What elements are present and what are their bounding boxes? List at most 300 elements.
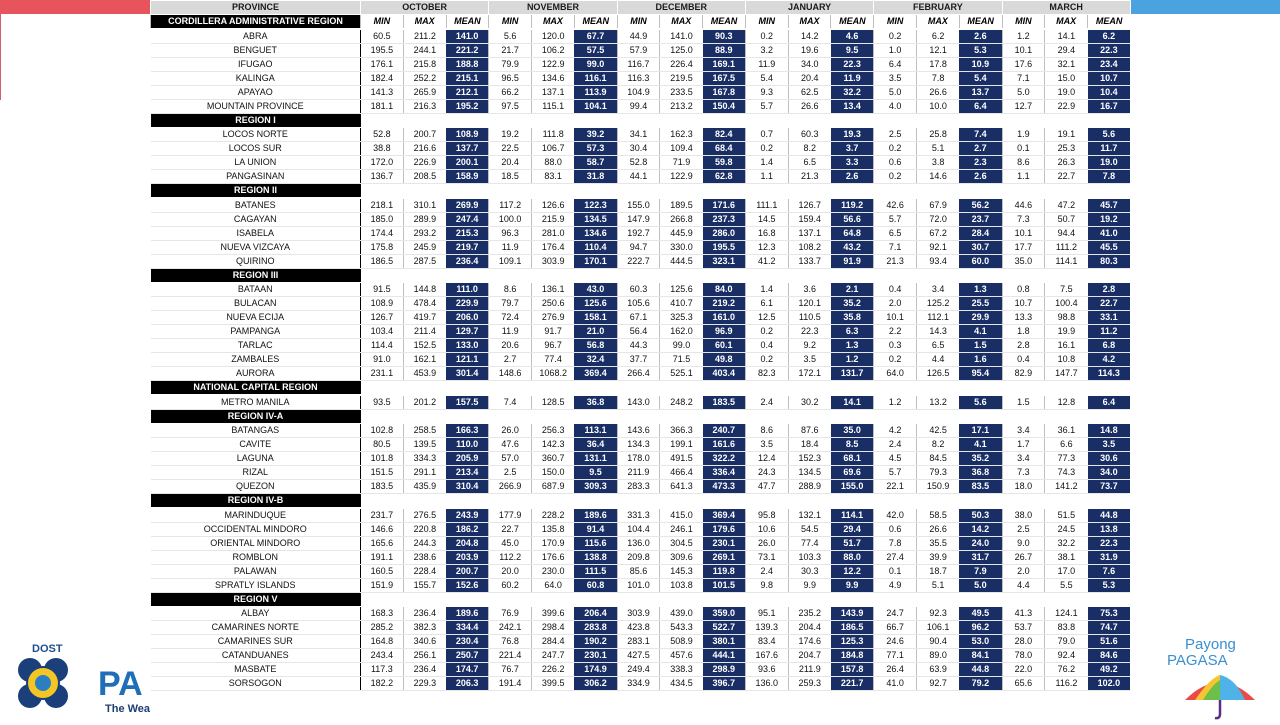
subcolumn-header-mean: MEAN — [703, 15, 746, 29]
dost-label: DOST — [32, 643, 63, 655]
max-value: 216.6 — [403, 142, 446, 156]
mean-value: 110.4 — [574, 240, 617, 254]
max-value: 19.6 — [788, 43, 831, 57]
min-value: 160.5 — [361, 564, 404, 578]
max-value: 29.4 — [1045, 43, 1088, 57]
mean-value: 283.8 — [574, 621, 617, 635]
min-value: 44.1 — [617, 170, 660, 184]
min-value: 22.7 — [489, 522, 532, 536]
min-value: 0.6 — [874, 522, 917, 536]
mean-value: 9.5 — [831, 43, 874, 57]
min-value: 167.6 — [745, 649, 788, 663]
mean-value: 49.8 — [703, 353, 746, 367]
mean-value: 190.2 — [574, 635, 617, 649]
min-value: 104.9 — [617, 85, 660, 99]
mean-value: 14.2 — [959, 522, 1002, 536]
province-name: NUEVA ECIJA — [151, 311, 361, 325]
mean-value: 7.9 — [959, 564, 1002, 578]
mean-value: 91.9 — [831, 254, 874, 268]
max-value: 74.3 — [1045, 466, 1088, 480]
mean-value: 10.4 — [1088, 85, 1131, 99]
max-value: 245.9 — [403, 240, 446, 254]
min-value: 42.6 — [874, 199, 917, 213]
min-value: 64.0 — [874, 367, 917, 381]
min-value: 24.7 — [874, 607, 917, 621]
mean-value: 250.7 — [446, 649, 489, 663]
min-value: 136.0 — [745, 677, 788, 691]
min-value: 10.1 — [1002, 226, 1045, 240]
min-value: 116.7 — [617, 57, 660, 71]
mean-value: 2.6 — [959, 30, 1002, 44]
min-value: 155.0 — [617, 199, 660, 213]
table-row — [151, 424, 1131, 438]
max-value: 92.7 — [916, 677, 959, 691]
max-value: 18.4 — [788, 438, 831, 452]
mean-value: 22.3 — [1088, 536, 1131, 550]
mean-value: 129.7 — [446, 325, 489, 339]
max-value: 125.6 — [660, 283, 703, 297]
region-header-car: CORDILLERA ADMINISTRATIVE REGION — [151, 15, 361, 29]
max-value: 457.6 — [660, 649, 703, 663]
min-value: 221.4 — [489, 649, 532, 663]
max-value: 9.2 — [788, 339, 831, 353]
mean-value: 14.8 — [1088, 424, 1131, 438]
max-value: 34.0 — [788, 57, 831, 71]
table-row — [151, 452, 1131, 466]
table-row — [151, 438, 1131, 452]
max-value: 162.3 — [660, 128, 703, 142]
max-value: 147.7 — [1045, 367, 1088, 381]
min-value: 77.1 — [874, 649, 917, 663]
mean-value: 161.6 — [703, 438, 746, 452]
max-value: 162.0 — [660, 325, 703, 339]
subcolumn-header-max: MAX — [532, 15, 575, 29]
max-value: 115.1 — [532, 99, 575, 113]
max-value: 491.5 — [660, 452, 703, 466]
mean-value: 157.5 — [446, 396, 489, 410]
max-value: 17.0 — [1045, 564, 1088, 578]
subcolumn-header-min: MIN — [361, 15, 404, 29]
mean-value: 4.6 — [831, 30, 874, 44]
min-value: 116.3 — [617, 71, 660, 85]
mean-value: 309.3 — [574, 480, 617, 494]
max-value: 12.1 — [916, 43, 959, 57]
mean-value: 169.1 — [703, 57, 746, 71]
mean-value: 323.1 — [703, 254, 746, 268]
max-value: 26.6 — [788, 99, 831, 113]
max-value: 435.9 — [403, 480, 446, 494]
top-accent-bar-blue — [1130, 0, 1280, 14]
min-value: 34.1 — [617, 128, 660, 142]
min-value: 97.5 — [489, 99, 532, 113]
mean-value: 35.2 — [831, 297, 874, 311]
min-value: 91.5 — [361, 283, 404, 297]
min-value: 168.3 — [361, 607, 404, 621]
mean-value: 138.8 — [574, 550, 617, 564]
min-value: 1.5 — [1002, 396, 1045, 410]
table-row — [151, 607, 1131, 621]
region-row-fill — [361, 409, 1131, 423]
max-value: 139.5 — [403, 438, 446, 452]
province-name: SPRATLY ISLANDS — [151, 578, 361, 592]
max-value: 125.2 — [916, 297, 959, 311]
max-value: 287.5 — [403, 254, 446, 268]
subcolumn-header-min: MIN — [874, 15, 917, 29]
min-value: 2.5 — [1002, 522, 1045, 536]
max-value: 79.0 — [1045, 635, 1088, 649]
mean-value: 170.1 — [574, 254, 617, 268]
table-row — [151, 578, 1131, 592]
mean-value: 6.3 — [831, 325, 874, 339]
max-value: 235.2 — [788, 607, 831, 621]
min-value: 2.5 — [874, 128, 917, 142]
max-value: 687.9 — [532, 480, 575, 494]
max-value: 60.3 — [788, 128, 831, 142]
min-value: 5.0 — [1002, 85, 1045, 99]
min-value: 96.3 — [489, 226, 532, 240]
max-value: 128.5 — [532, 396, 575, 410]
province-name: LA UNION — [151, 156, 361, 170]
mean-value: 32.2 — [831, 85, 874, 99]
table-row — [151, 57, 1131, 71]
mean-value: 68.1 — [831, 452, 874, 466]
mean-value: 230.1 — [703, 536, 746, 550]
month-header-march: MARCH — [1002, 1, 1130, 15]
mean-value: 7.4 — [959, 128, 1002, 142]
min-value: 10.1 — [1002, 43, 1045, 57]
province-name: ZAMBALES — [151, 353, 361, 367]
max-value: 6.6 — [1045, 438, 1088, 452]
max-value: 141.2 — [1045, 480, 1088, 494]
min-value: 85.6 — [617, 564, 660, 578]
mean-value: 79.2 — [959, 677, 1002, 691]
mean-value: 8.5 — [831, 438, 874, 452]
min-value: 57.0 — [489, 452, 532, 466]
min-value: 111.1 — [745, 199, 788, 213]
province-name: BENGUET — [151, 43, 361, 57]
min-value: 147.9 — [617, 212, 660, 226]
min-value: 1.1 — [745, 170, 788, 184]
min-value: 2.0 — [1002, 564, 1045, 578]
max-value: 419.7 — [403, 311, 446, 325]
max-value: 244.3 — [403, 536, 446, 550]
mean-value: 179.6 — [703, 522, 746, 536]
table-row — [151, 564, 1131, 578]
mean-value: 101.5 — [703, 578, 746, 592]
region-header-row — [151, 409, 1131, 423]
mean-value: 286.0 — [703, 226, 746, 240]
max-value: 111.8 — [532, 128, 575, 142]
min-value: 136.7 — [361, 170, 404, 184]
mean-value: 60.8 — [574, 578, 617, 592]
min-value: 3.4 — [1002, 452, 1045, 466]
mean-value: 369.4 — [703, 509, 746, 523]
mean-value: 22.3 — [1088, 43, 1131, 57]
province-name: PAMPANGA — [151, 325, 361, 339]
pagasa-logo — [10, 640, 155, 720]
max-value: 99.0 — [660, 339, 703, 353]
province-name: ABRA — [151, 30, 361, 44]
table-row — [151, 339, 1131, 353]
mean-value: 269.9 — [446, 199, 489, 213]
max-value: 445.9 — [660, 226, 703, 240]
min-value: 6.4 — [874, 57, 917, 71]
mean-value: 10.9 — [959, 57, 1002, 71]
min-value: 0.2 — [745, 325, 788, 339]
table-row — [151, 522, 1131, 536]
max-value: 265.9 — [403, 85, 446, 99]
min-value: 9.3 — [745, 85, 788, 99]
region-header-row — [151, 592, 1131, 606]
min-value: 20.4 — [489, 156, 532, 170]
mean-value: 122.3 — [574, 199, 617, 213]
min-value: 164.8 — [361, 635, 404, 649]
min-value: 151.9 — [361, 578, 404, 592]
max-value: 17.8 — [916, 57, 959, 71]
min-value: 0.4 — [874, 283, 917, 297]
max-value: 137.1 — [788, 226, 831, 240]
max-value: 25.8 — [916, 128, 959, 142]
min-value: 35.0 — [1002, 254, 1045, 268]
min-value: 91.0 — [361, 353, 404, 367]
min-value: 12.3 — [745, 240, 788, 254]
mean-value: 56.6 — [831, 212, 874, 226]
mean-value: 322.2 — [703, 452, 746, 466]
max-value: 126.7 — [788, 199, 831, 213]
min-value: 1.8 — [1002, 325, 1045, 339]
region-header-row — [151, 268, 1131, 282]
max-value: 338.3 — [660, 663, 703, 677]
subcolumn-header-min: MIN — [617, 15, 660, 29]
min-value: 76.7 — [489, 663, 532, 677]
province-name: CAMARINES SUR — [151, 635, 361, 649]
max-value: 289.9 — [403, 212, 446, 226]
province-name: BATANGAS — [151, 424, 361, 438]
region-label: REGION IV-A — [151, 409, 361, 423]
mean-value: 13.8 — [1088, 522, 1131, 536]
province-name: CATANDUANES — [151, 649, 361, 663]
max-value: 215.8 — [403, 57, 446, 71]
mean-value: 90.3 — [703, 30, 746, 44]
min-value: 26.0 — [489, 424, 532, 438]
max-value: 10.8 — [1045, 353, 1088, 367]
max-value: 62.5 — [788, 85, 831, 99]
mean-value: 6.2 — [1088, 30, 1131, 44]
mean-value: 396.7 — [703, 677, 746, 691]
max-value: 64.0 — [532, 578, 575, 592]
min-value: 0.4 — [745, 339, 788, 353]
province-name: APAYAO — [151, 85, 361, 99]
min-value: 19.2 — [489, 128, 532, 142]
mean-value: 155.0 — [831, 480, 874, 494]
table-row — [151, 649, 1131, 663]
max-value: 120.1 — [788, 297, 831, 311]
province-name: BULACAN — [151, 297, 361, 311]
pagasa-tagline: The Wea — [105, 703, 151, 715]
min-value: 38.8 — [361, 142, 404, 156]
region-header-row — [151, 494, 1131, 508]
min-value: 211.9 — [617, 466, 660, 480]
table-row — [151, 226, 1131, 240]
max-value: 641.3 — [660, 480, 703, 494]
mean-value: 1.5 — [959, 339, 1002, 353]
mean-value: 23.4 — [1088, 57, 1131, 71]
mean-value: 96.2 — [959, 621, 1002, 635]
max-value: 325.3 — [660, 311, 703, 325]
mean-value: 115.6 — [574, 536, 617, 550]
min-value: 1.0 — [874, 43, 917, 57]
province-name: CAGAYAN — [151, 212, 361, 226]
min-value: 41.3 — [1002, 607, 1045, 621]
max-value: 399.6 — [532, 607, 575, 621]
max-value: 71.9 — [660, 156, 703, 170]
min-value: 5.0 — [874, 85, 917, 99]
mean-value: 125.6 — [574, 297, 617, 311]
min-value: 14.5 — [745, 212, 788, 226]
mean-value: 189.6 — [446, 607, 489, 621]
max-value: 12.8 — [1045, 396, 1088, 410]
max-value: 51.5 — [1045, 509, 1088, 523]
mean-value: 119.8 — [703, 564, 746, 578]
min-value: 104.4 — [617, 522, 660, 536]
min-value: 0.2 — [745, 30, 788, 44]
table-row — [151, 254, 1131, 268]
max-value: 42.5 — [916, 424, 959, 438]
min-value: 243.4 — [361, 649, 404, 663]
province-name: PANGASINAN — [151, 170, 361, 184]
mean-value: 57.3 — [574, 142, 617, 156]
table-row — [151, 353, 1131, 367]
min-value: 143.0 — [617, 396, 660, 410]
mean-value: 334.4 — [446, 621, 489, 635]
mean-value: 183.5 — [703, 396, 746, 410]
max-value: 58.5 — [916, 509, 959, 523]
table-row — [151, 297, 1131, 311]
mean-value: 157.8 — [831, 663, 874, 677]
max-value: 116.2 — [1045, 677, 1088, 691]
mean-value: 522.7 — [703, 621, 746, 635]
max-value: 434.5 — [660, 677, 703, 691]
mean-value: 6.4 — [1088, 396, 1131, 410]
mean-value: 2.6 — [959, 170, 1002, 184]
max-value: 150.0 — [532, 466, 575, 480]
mean-value: 88.0 — [831, 550, 874, 564]
table-row — [151, 283, 1131, 297]
mean-value: 104.1 — [574, 99, 617, 113]
min-value: 0.1 — [874, 564, 917, 578]
region-header-row — [151, 184, 1131, 198]
table-row — [151, 367, 1131, 381]
mean-value: 75.3 — [1088, 607, 1131, 621]
max-value: 330.0 — [660, 240, 703, 254]
max-value: 18.7 — [916, 564, 959, 578]
min-value: 182.2 — [361, 677, 404, 691]
min-value: 174.4 — [361, 226, 404, 240]
max-value: 93.4 — [916, 254, 959, 268]
min-value: 182.4 — [361, 71, 404, 85]
region-label: REGION II — [151, 184, 361, 198]
min-value: 99.4 — [617, 99, 660, 113]
province-name: ORIENTAL MINDORO — [151, 536, 361, 550]
min-value: 0.7 — [745, 128, 788, 142]
min-value: 4.5 — [874, 452, 917, 466]
max-value: 189.5 — [660, 199, 703, 213]
max-value: 30.2 — [788, 396, 831, 410]
min-value: 8.6 — [1002, 156, 1045, 170]
mean-value: 39.2 — [574, 128, 617, 142]
max-value: 24.5 — [1045, 522, 1088, 536]
max-value: 145.3 — [660, 564, 703, 578]
max-value: 22.3 — [788, 325, 831, 339]
mean-value: 200.7 — [446, 564, 489, 578]
max-value: 213.2 — [660, 99, 703, 113]
mean-value: 28.4 — [959, 226, 1002, 240]
min-value: 117.3 — [361, 663, 404, 677]
month-header-february: FEBRUARY — [874, 1, 1002, 15]
mean-value: 23.7 — [959, 212, 1002, 226]
max-value: 26.6 — [916, 85, 959, 99]
min-value: 3.4 — [1002, 424, 1045, 438]
min-value: 22.0 — [1002, 663, 1045, 677]
mean-value: 2.6 — [831, 170, 874, 184]
region-header-row — [151, 113, 1131, 127]
mean-value: 230.1 — [574, 649, 617, 663]
max-value: 366.3 — [660, 424, 703, 438]
mean-value: 195.5 — [703, 240, 746, 254]
mean-value: 243.9 — [446, 509, 489, 523]
mean-value: 36.8 — [959, 466, 1002, 480]
min-value: 28.0 — [1002, 635, 1045, 649]
table-row — [151, 480, 1131, 494]
mean-value: 57.5 — [574, 43, 617, 57]
max-value: 238.6 — [403, 550, 446, 564]
mean-value: 19.2 — [1088, 212, 1131, 226]
min-value: 26.0 — [745, 536, 788, 550]
mean-value: 32.4 — [574, 353, 617, 367]
min-value: 76.8 — [489, 635, 532, 649]
min-value: 10.7 — [1002, 297, 1045, 311]
min-value: 66.7 — [874, 621, 917, 635]
mean-value: 3.3 — [831, 156, 874, 170]
max-value: 30.3 — [788, 564, 831, 578]
min-value: 231.7 — [361, 509, 404, 523]
max-value: 220.8 — [403, 522, 446, 536]
mean-value: 83.5 — [959, 480, 1002, 494]
mean-value: 96.9 — [703, 325, 746, 339]
min-value: 101.0 — [617, 578, 660, 592]
max-value: 439.0 — [660, 607, 703, 621]
min-value: 242.1 — [489, 621, 532, 635]
max-value: 288.9 — [788, 480, 831, 494]
max-value: 19.9 — [1045, 325, 1088, 339]
mean-value: 269.1 — [703, 550, 746, 564]
max-value: 114.1 — [1045, 254, 1088, 268]
min-value: 22.5 — [489, 142, 532, 156]
province-name: BATANES — [151, 199, 361, 213]
mean-value: 110.0 — [446, 438, 489, 452]
table-body — [151, 28, 1131, 691]
min-value: 0.2 — [745, 142, 788, 156]
month-header-row — [151, 1, 1131, 15]
max-value: 79.3 — [916, 466, 959, 480]
subcolumn-header-min: MIN — [1002, 15, 1045, 29]
max-value: 3.5 — [788, 353, 831, 367]
min-value: 11.9 — [489, 325, 532, 339]
mean-value: 62.8 — [703, 170, 746, 184]
mean-value: 43.2 — [831, 240, 874, 254]
max-value: 229.3 — [403, 677, 446, 691]
mean-value: 9.9 — [831, 578, 874, 592]
